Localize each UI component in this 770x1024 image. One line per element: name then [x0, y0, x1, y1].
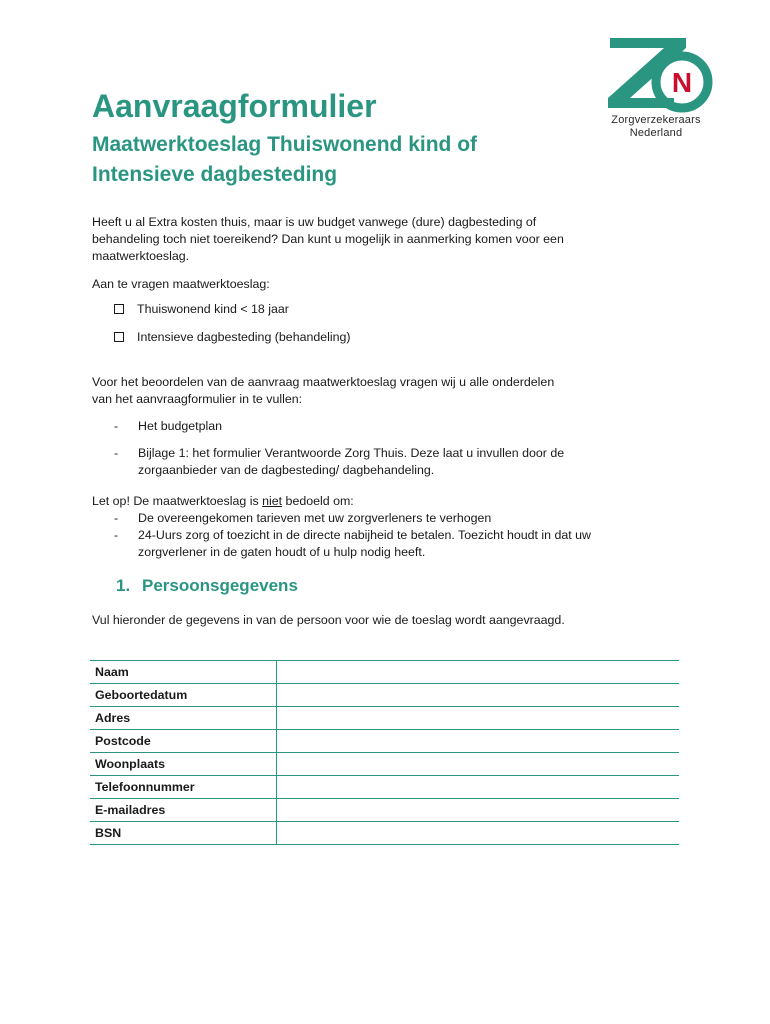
table-row — [90, 776, 679, 799]
table-row — [90, 661, 679, 684]
field-label-adres: Adres — [90, 707, 276, 730]
page-title: Aanvraagformulier — [92, 88, 377, 124]
option-label: Thuiswonend kind < 18 jaar — [137, 302, 289, 316]
intro-line2: behandeling toch niet toereikend? Dan kunt u mogelijk in aanmerking komen voor een — [92, 232, 564, 246]
list-dash: - — [114, 528, 119, 542]
field-input-woonplaats[interactable] — [276, 753, 679, 776]
required-item-budgetplan: Het budgetplan — [138, 419, 223, 433]
zn-logo — [600, 36, 720, 146]
list-dash: - — [114, 446, 119, 460]
bijlage-line1: Bijlage 1: het formulier Verantwoorde Zorg Thuis. Deze laat u invullen door de — [138, 446, 565, 460]
assess-line2: van het aanvraagformulier in te vullen: — [92, 392, 303, 406]
section-instruction: Vul hieronder de gegevens in van de persoon voor wie de toeslag wordt aangevraagd. — [92, 613, 565, 627]
table-row — [90, 684, 679, 707]
table-row — [90, 822, 679, 845]
field-label-bsn: BSN — [90, 822, 276, 845]
table-row — [90, 730, 679, 753]
assessment-paragraph — [92, 374, 637, 408]
subtitle-line2: Intensieve dagbesteding — [92, 163, 338, 186]
checkbox-intensieve-dagbesteding[interactable] — [114, 332, 124, 342]
field-label-naam: Naam — [90, 661, 276, 684]
option-thuiswonend-kind[interactable] — [114, 302, 289, 316]
letop-after: bedoeld om: — [282, 494, 354, 508]
letop-note — [92, 493, 354, 510]
zn-logo-mark — [604, 36, 716, 114]
letop-before: Let op! De maatwerktoeslag is — [92, 494, 263, 508]
field-input-telefoonnummer[interactable] — [276, 776, 679, 799]
section-number: 1. — [116, 576, 131, 595]
list-dash: - — [114, 511, 119, 525]
request-label: Aan te vragen maatwerktoeslag: — [92, 277, 270, 291]
subtitle-line1: Maatwerktoeslag Thuiswonend kind of — [92, 133, 478, 156]
bijlage-line2: zorgaanbieder van de dagbesteding/ dagbehandeling. — [138, 463, 435, 477]
personal-details-table — [90, 660, 679, 845]
logo-n-letter: N — [671, 67, 693, 98]
field-label-email: E-mailadres — [90, 799, 276, 822]
assess-line1: Voor het beoordelen van de aanvraag maatwerktoeslag vragen wij u alle onderdelen — [92, 375, 555, 389]
checkbox-thuiswonend-kind[interactable] — [114, 304, 124, 314]
intro-line1: Heeft u al Extra kosten thuis, maar is uw budget vanwege (dure) dagbesteding of — [92, 215, 537, 229]
field-label-geboortedatum: Geboortedatum — [90, 684, 276, 707]
table-row — [90, 799, 679, 822]
table-row — [90, 707, 679, 730]
field-label-postcode: Postcode — [90, 730, 276, 753]
field-input-geboortedatum[interactable] — [276, 684, 679, 707]
logo-text-line1: Zorgverzekeraars — [611, 114, 701, 126]
page-subtitle — [92, 130, 572, 190]
field-input-email[interactable] — [276, 799, 679, 822]
field-label-woonplaats: Woonplaats — [90, 753, 276, 776]
field-label-telefoonnummer: Telefoonnummer — [90, 776, 276, 799]
field-input-adres[interactable] — [276, 707, 679, 730]
section-heading-persoonsgegevens — [116, 576, 298, 596]
option-intensieve-dagbesteding[interactable] — [114, 330, 351, 344]
intro-line3: maatwerktoeslag. — [92, 249, 190, 263]
table-row — [90, 753, 679, 776]
not-for-item1: De overeengekomen tarieven met uw zorgverleners te verhogen — [138, 511, 492, 525]
section-title: Persoonsgegevens — [142, 576, 298, 595]
not-for-item2 — [138, 527, 638, 561]
logo-text-line2: Nederland — [629, 127, 683, 139]
required-item-bijlage1 — [138, 445, 638, 479]
not-for-item2-line1: 24-Uurs zorg of toezicht in de directe nabijheid te betalen. Toezicht houdt in dat uw — [138, 528, 591, 542]
letop-underlined: niet — [262, 494, 283, 508]
list-dash: - — [114, 419, 119, 433]
field-input-postcode[interactable] — [276, 730, 679, 753]
field-input-bsn[interactable] — [276, 822, 679, 845]
intro-paragraph — [92, 214, 637, 265]
field-input-naam[interactable] — [276, 661, 679, 684]
not-for-item2-line2: zorgverlener in de gaten houdt of u hulp nodig heeft. — [138, 545, 426, 559]
option-label: Intensieve dagbesteding (behandeling) — [137, 330, 351, 344]
